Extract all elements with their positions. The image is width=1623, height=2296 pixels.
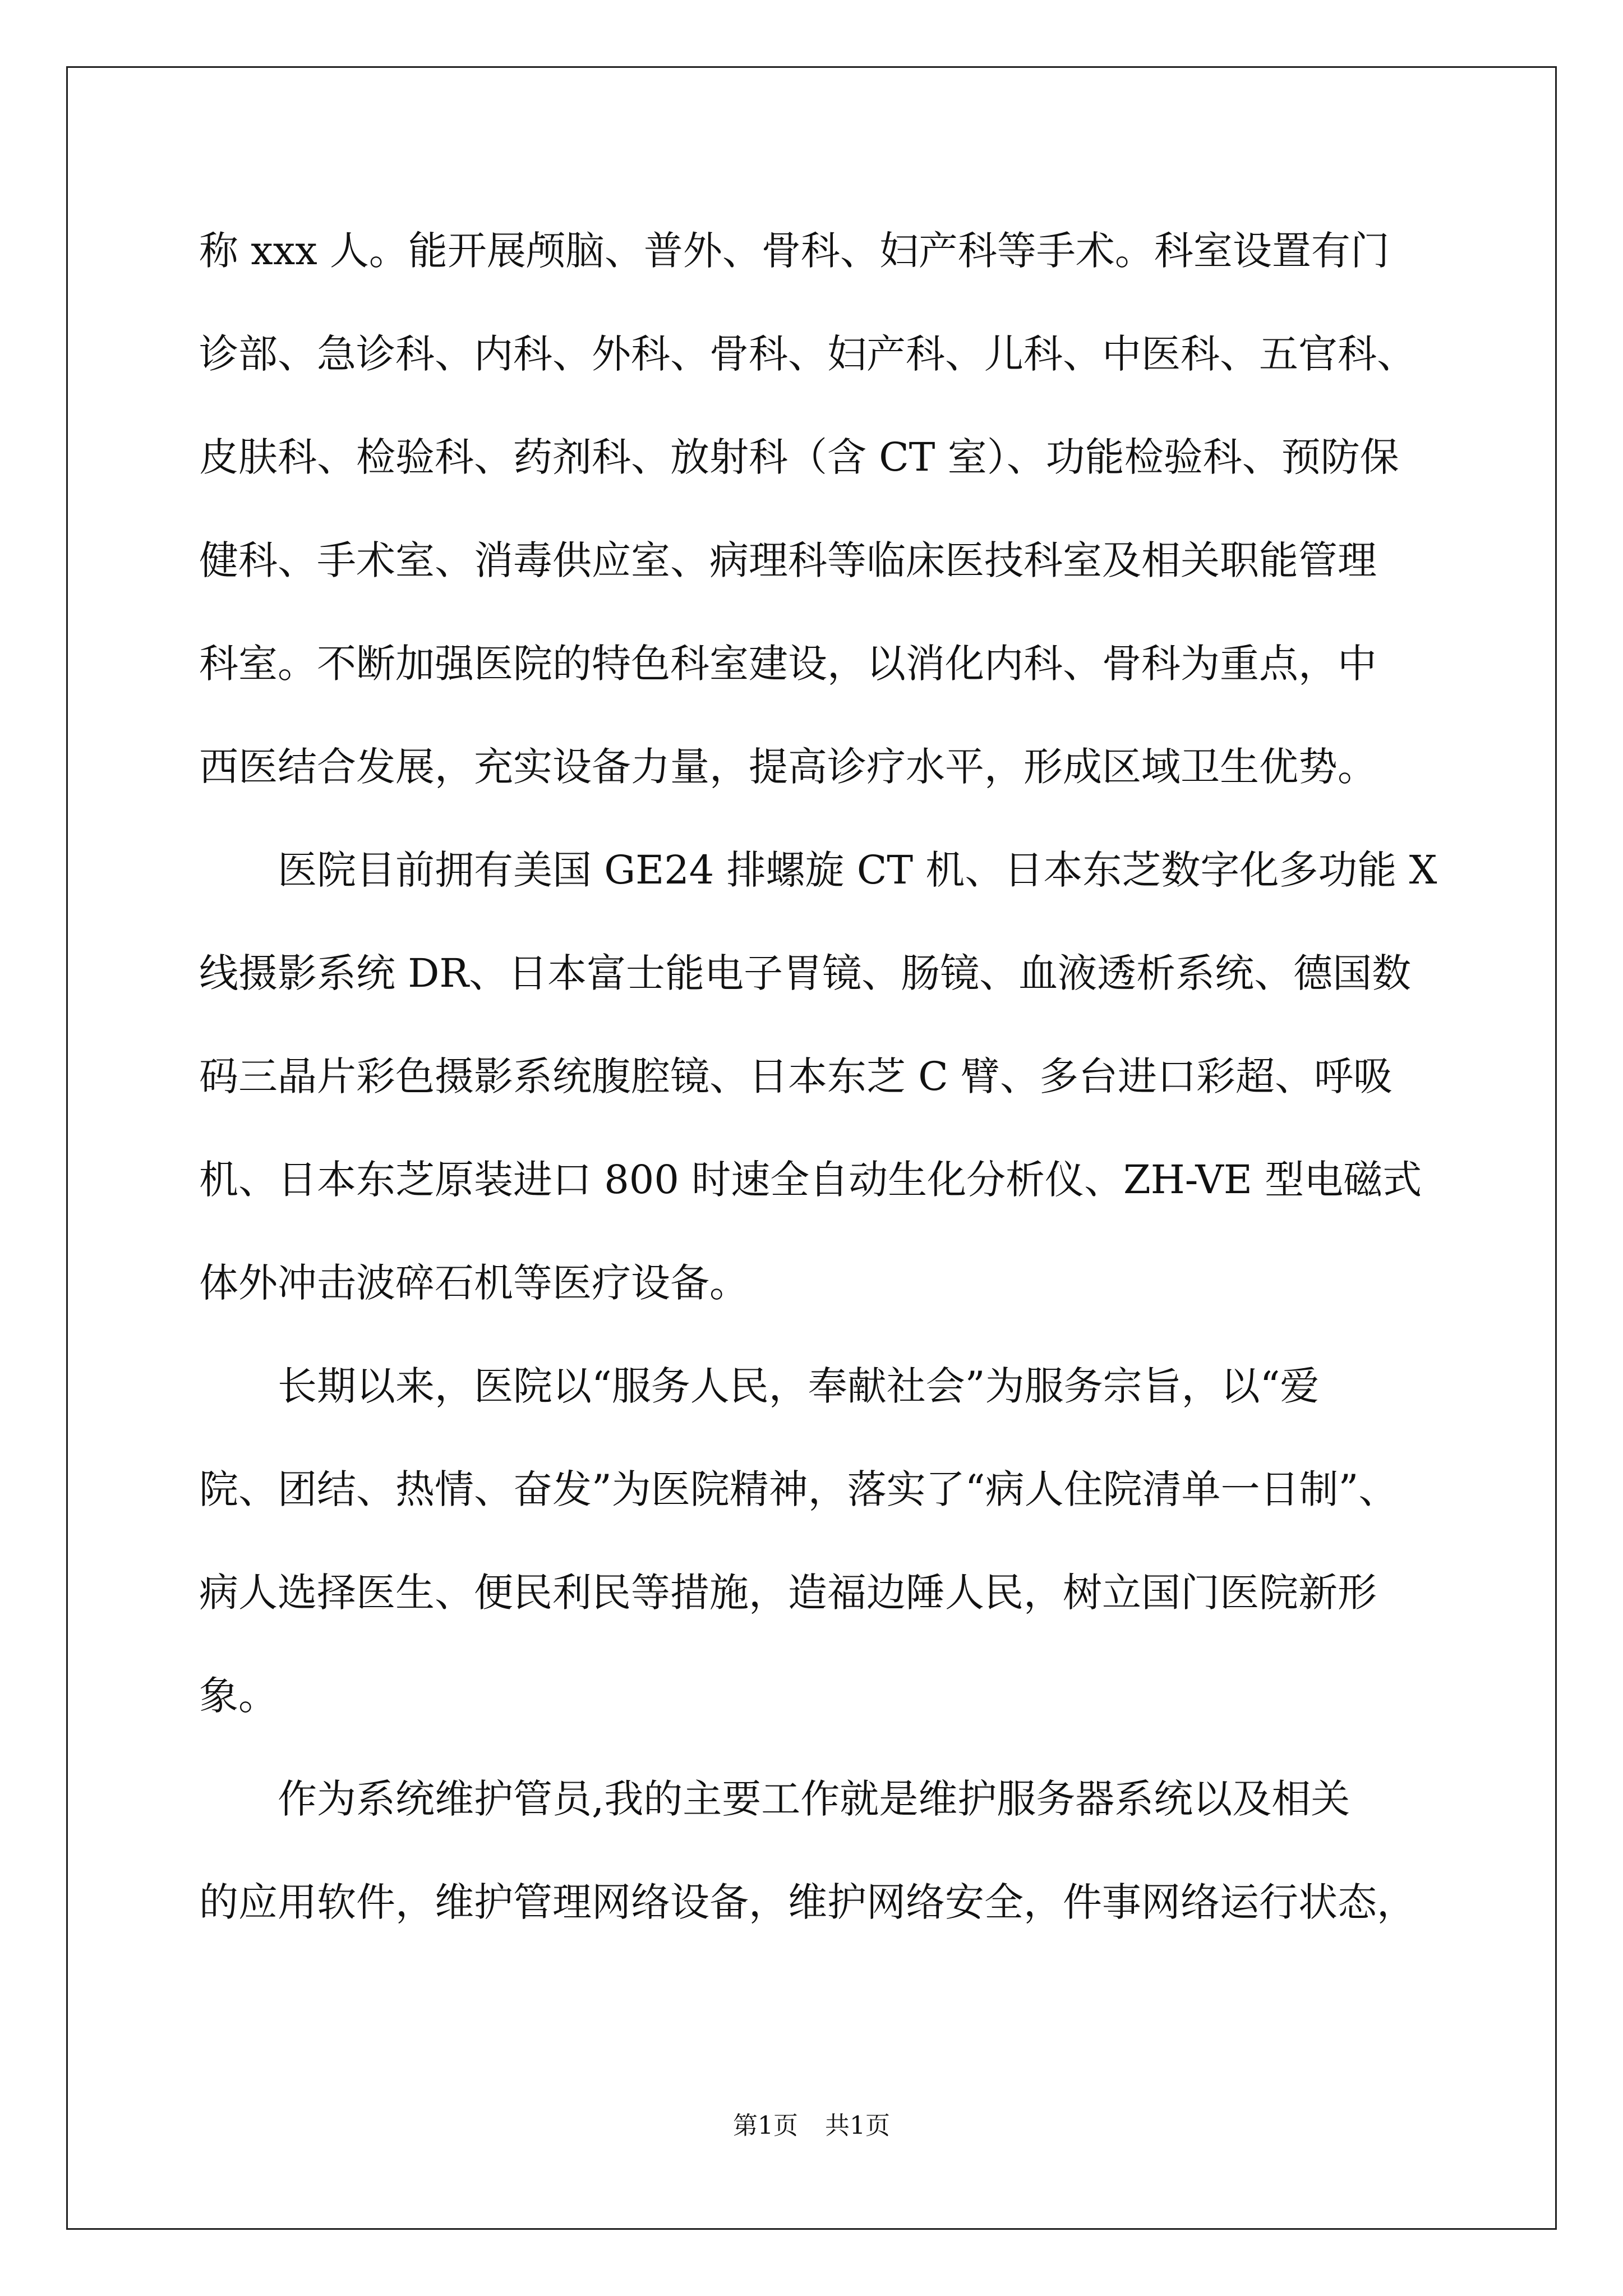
page-total: 共1页 <box>825 2111 890 2140</box>
text-line: 西医结合发展，充实设备力量，提高诊疗水平，形成区域卫生优势。 <box>199 744 1377 790</box>
text-line: 科室。不断加强医院的特色科室建设，以消化内科、骨科为重点，中 <box>199 641 1377 687</box>
text-line: 码三晶片彩色摄影系统腹腔镜、日本东芝 C 臂、多台进口彩超、呼吸 <box>199 1053 1393 1099</box>
text-line: 长期以来，医院以“服务人民，奉献社会”为服务宗旨，以“爱 <box>199 1363 1320 1409</box>
text-line: 象。 <box>199 1673 278 1719</box>
text-line: 称 xxx 人。能开展颅脑、普外、骨科、妇产科等手术。科室设置有门 <box>199 228 1390 274</box>
text-line: 的应用软件，维护管理网络设备，维护网络安全，件事网络运行状态， <box>199 1879 1416 1925</box>
page-number: 第1页 <box>733 2111 798 2140</box>
text-line: 机、日本东芝原装进口 800 时速全自动生化分析仪、ZH-VE 型电磁式 <box>199 1157 1422 1203</box>
text-line: 皮肤科、检验科、药剂科、放射科（含 CT 室）、功能检验科、预防保 <box>199 434 1399 480</box>
text-line: 医院目前拥有美国 GE24 排螺旋 CT 机、日本东芝数字化多功能 X <box>199 847 1437 893</box>
text-line: 病人选择医生、便民利民等措施，造福边陲人民，树立国门医院新形 <box>199 1570 1377 1616</box>
page-footer <box>0 2109 1623 2143</box>
text-line: 作为系统维护管员,我的主要工作就是维护服务器系统以及相关 <box>199 1776 1350 1822</box>
text-line: 体外冲击波碎石机等医疗设备。 <box>199 1260 749 1306</box>
text-line: 健科、手术室、消毒供应室、病理科等临床医技科室及相关职能管理 <box>199 537 1377 583</box>
text-line: 诊部、急诊科、内科、外科、骨科、妇产科、儿科、中医科、五官科、 <box>199 331 1416 377</box>
document-body <box>199 199 1437 1954</box>
text-line: 线摄影系统 DR、日本富士能电子胃镜、肠镜、血液透析系统、德国数 <box>199 950 1412 996</box>
text-line: 院、团结、热情、奋发”为医院精神，落实了“病人住院清单一日制”、 <box>199 1466 1398 1512</box>
